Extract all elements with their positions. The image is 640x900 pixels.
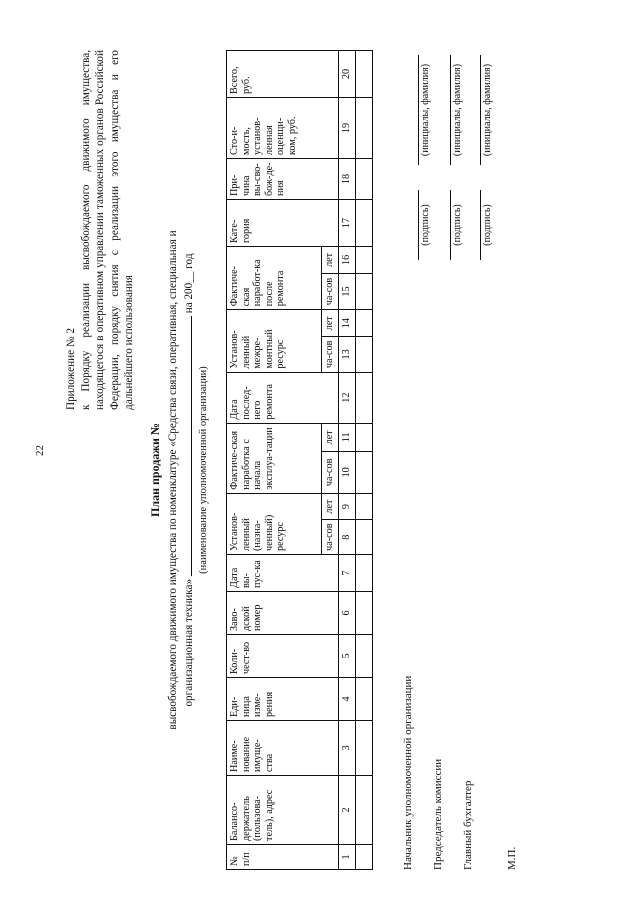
- accountant-sign: [480, 190, 493, 260]
- sign-caption: (подпись): [450, 190, 463, 260]
- initials-caption: (инициалы, фамилия): [480, 55, 493, 165]
- plan-subtitle: [166, 120, 197, 840]
- empty-cell: [355, 845, 372, 870]
- head-org-sign: [418, 190, 431, 260]
- empty-cell: [355, 592, 372, 635]
- rotated-page: [0, 30, 640, 900]
- subheader-cell: лет: [322, 423, 339, 451]
- empty-cell: [355, 247, 372, 274]
- header-cell: Балансо-держатель (пользова-тель), адрес: [227, 776, 339, 845]
- empty-data-row: [355, 51, 372, 870]
- empty-cell: [355, 776, 372, 845]
- empty-cell: [355, 555, 372, 592]
- empty-cell: [355, 493, 372, 520]
- sign-caption: (подпись): [480, 190, 493, 260]
- appendix-title: Приложение № 2: [65, 328, 77, 410]
- header-cell: Дата послед-него ремонта: [227, 372, 339, 423]
- header-cell: Заво-дской номер: [227, 592, 339, 635]
- empty-cell: [355, 451, 372, 493]
- header-cell: Установ-ленный (назна-ченный) ресурс: [227, 493, 322, 554]
- empty-cell: [355, 721, 372, 776]
- subheader-cell: лет: [322, 493, 339, 520]
- initials-caption: (инициалы, фамилия): [418, 55, 431, 165]
- plan-subtitle-line2: [181, 120, 197, 840]
- column-number: 7: [338, 555, 355, 592]
- empty-cell: [355, 337, 372, 373]
- subheader-cell: лет: [322, 310, 339, 337]
- head-org-label: Начальник уполномоченной организации: [402, 675, 414, 870]
- column-number: 2: [338, 776, 355, 845]
- column-number: 5: [338, 635, 355, 678]
- plan-title: План продажи №: [148, 423, 162, 517]
- page-number: 22: [34, 445, 46, 456]
- column-number: 13: [338, 337, 355, 373]
- header-cell: Наиме-нование имуще-ства: [227, 721, 339, 776]
- column-number: 19: [338, 98, 355, 159]
- empty-cell: [355, 423, 372, 451]
- column-number: 6: [338, 592, 355, 635]
- header-cell: Еди-ница изме-рения: [227, 678, 339, 721]
- subheader-cell: лет: [322, 247, 339, 274]
- column-number: 11: [338, 423, 355, 451]
- plan-subtitle-line1: высвобождаемого движимого имущества по номенклатуре «Средства связи, оперативная, специальная и: [167, 230, 179, 730]
- head-org-initials: [418, 55, 431, 165]
- org-caption: (наименование уполномоченной организации): [198, 366, 209, 574]
- appendix-text: к Порядку реализации высвобождаемого движимого имущества, находящегося в оперативном управлении таможенных органов Российской Федерации, порядку снятия с реализации этого имущества и его дальнейшего использования: [79, 50, 136, 410]
- column-number-row: [338, 51, 355, 870]
- column-number: 14: [338, 310, 355, 337]
- column-number: 15: [338, 273, 355, 310]
- column-number: 10: [338, 451, 355, 493]
- empty-cell: [355, 200, 372, 247]
- chairman-sign: [450, 190, 463, 260]
- header-cell: Сто-и-мость, установ-ленная оценщи-ком, руб.: [227, 98, 339, 159]
- header-cell: № п/п: [227, 845, 339, 870]
- column-number: 20: [338, 51, 355, 98]
- header-row: [227, 51, 322, 870]
- plan-subtitle-line2-b: на 200__ год: [183, 253, 195, 314]
- empty-cell: [355, 51, 372, 98]
- header-cell: При-чина вы-сво-бож-де-ния: [227, 159, 339, 200]
- column-number: 3: [338, 721, 355, 776]
- appendix-block: [64, 50, 137, 410]
- empty-cell: [355, 635, 372, 678]
- plan-subtitle-line2-a: организационная техника»: [183, 578, 195, 707]
- empty-cell: [355, 98, 372, 159]
- column-number: 12: [338, 372, 355, 423]
- accountant-label: Главный бухгалтер: [462, 780, 474, 870]
- header-cell: Фактиче-ская наработка с начала эксплуа-тации: [227, 423, 322, 493]
- empty-cell: [355, 678, 372, 721]
- mp-label: М.П.: [506, 846, 518, 870]
- header-cell: Всего, руб.: [227, 51, 339, 98]
- column-number: 16: [338, 247, 355, 274]
- column-number: 18: [338, 159, 355, 200]
- subheader-cell: ча-сов: [322, 337, 339, 373]
- empty-cell: [355, 372, 372, 423]
- org-name-blank: [181, 316, 192, 576]
- column-number: 8: [338, 520, 355, 555]
- empty-cell: [355, 273, 372, 310]
- header-cell: Фактиче-ская наработ-ка после ремонта: [227, 247, 322, 310]
- chairman-initials: [450, 55, 463, 165]
- empty-cell: [355, 520, 372, 555]
- chairman-label: Председатель комиссии: [432, 758, 444, 870]
- header-cell: Дата вы-пус-ка: [227, 555, 339, 592]
- column-number: 17: [338, 200, 355, 247]
- subheader-cell: ча-сов: [322, 520, 339, 555]
- subheader-cell: ча-сов: [322, 451, 339, 493]
- empty-cell: [355, 159, 372, 200]
- header-cell: Кате-гория: [227, 200, 339, 247]
- initials-caption: (инициалы, фамилия): [450, 55, 463, 165]
- column-number: 1: [338, 845, 355, 870]
- subheader-cell: ча-сов: [322, 273, 339, 310]
- header-cell: Установ-ленный межре-монтный ресурс: [227, 310, 322, 372]
- sign-caption: (подпись): [418, 190, 431, 260]
- empty-cell: [355, 310, 372, 337]
- header-cell: Коли-чест-во: [227, 635, 339, 678]
- column-number: 9: [338, 493, 355, 520]
- plan-table: [226, 50, 373, 870]
- accountant-initials: [480, 55, 493, 165]
- column-number: 4: [338, 678, 355, 721]
